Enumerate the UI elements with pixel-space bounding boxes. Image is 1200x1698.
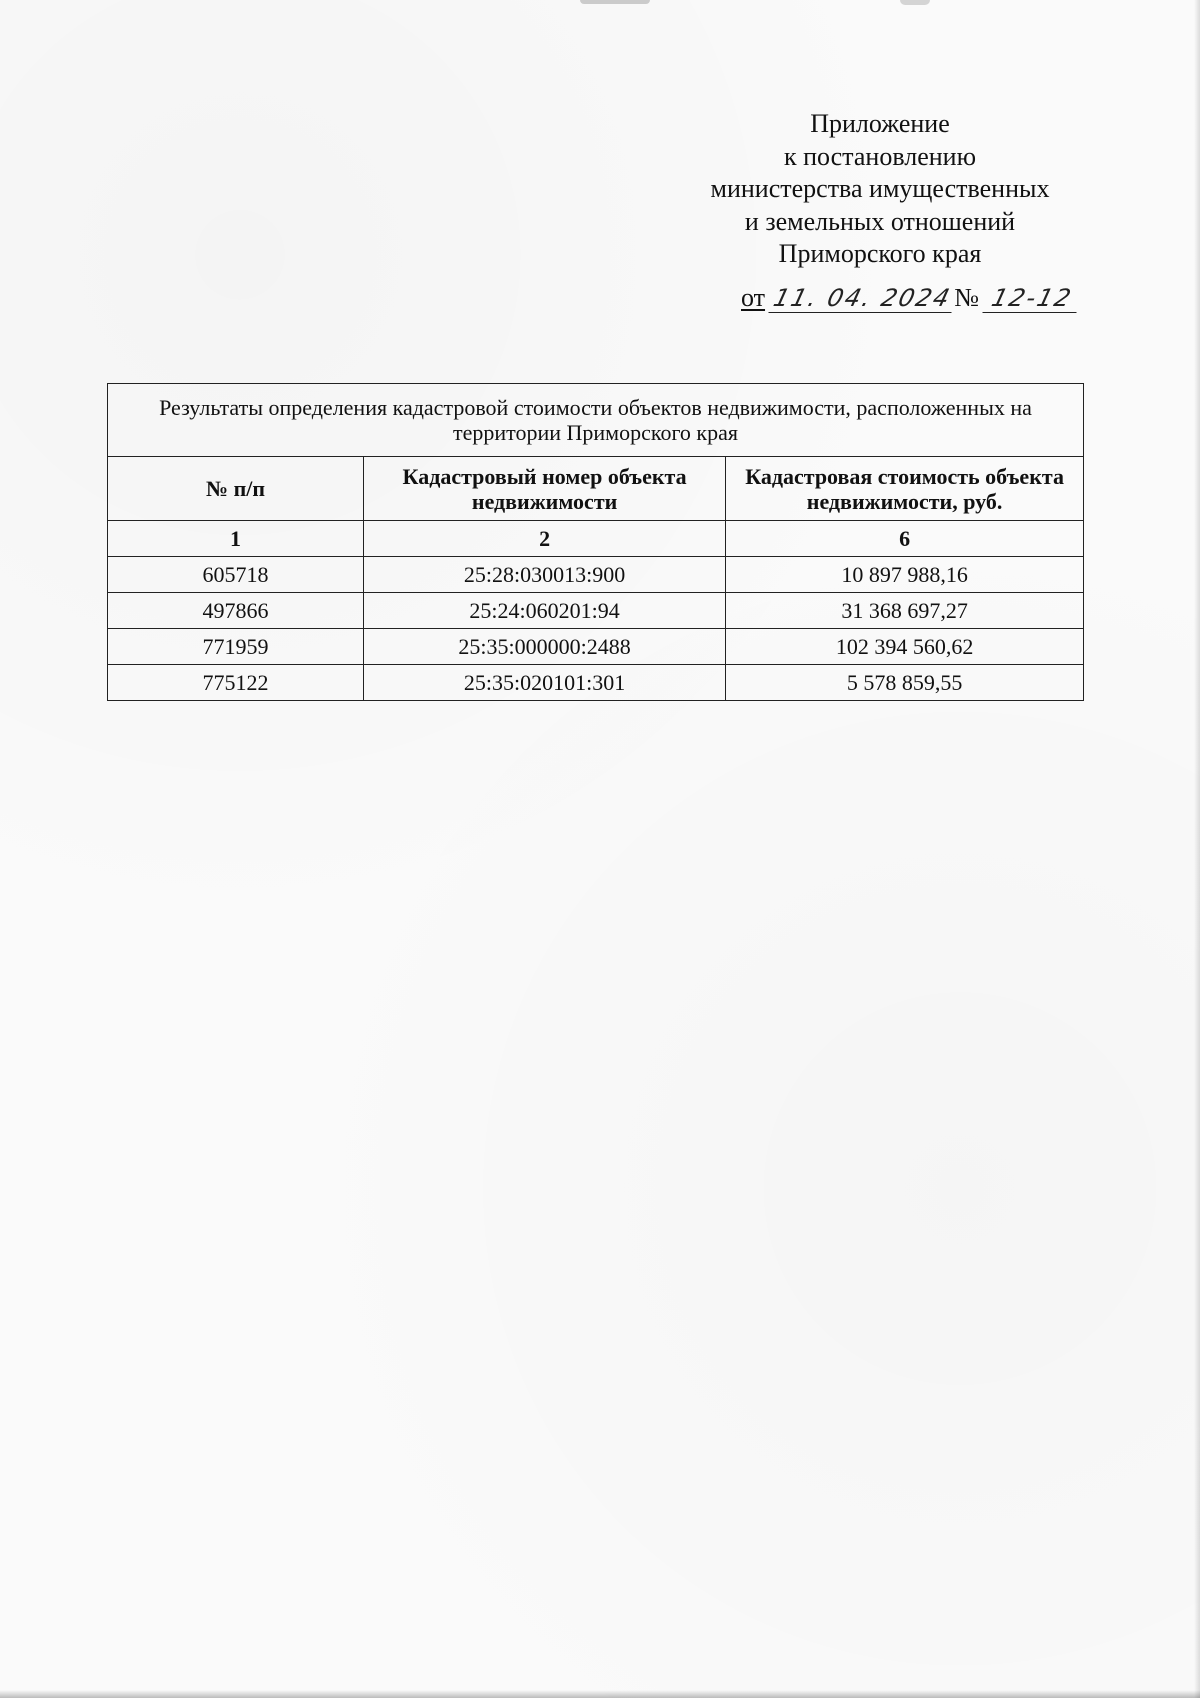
cadastral-number-cell: 25:28:030013:900 <box>364 557 726 593</box>
appendix-header <box>680 108 1080 271</box>
table-row <box>108 629 1084 665</box>
column-number: 1 <box>108 521 364 557</box>
cadastral-value-cell: 5 578 859,55 <box>726 665 1084 701</box>
column-number: 2 <box>364 521 726 557</box>
column-number: 6 <box>726 521 1084 557</box>
cadastral-number-cell: 25:24:060201:94 <box>364 593 726 629</box>
column-header: № п/п <box>108 457 364 521</box>
appendix-line: Приложение <box>810 109 950 138</box>
row-number-cell: 771959 <box>108 629 364 665</box>
column-header: Кадастровая стоимость объекта недвижимости, руб. <box>726 457 1084 521</box>
column-number-row <box>108 521 1084 557</box>
appendix-line: министерства имущественных <box>710 174 1050 203</box>
scan-artifact <box>900 0 930 5</box>
handwritten-date: 11. 04. 2024 <box>768 284 958 313</box>
number-sign: № <box>954 283 980 312</box>
handwritten-number: 12-12 <box>982 284 1083 313</box>
row-number-cell: 775122 <box>108 665 364 701</box>
appendix-line: Приморского края <box>778 239 982 268</box>
date-prefix: от <box>741 283 766 312</box>
table-caption: Результаты определения кадастровой стоимости объектов недвижимости, расположенных на территории Приморского края <box>108 384 1084 457</box>
cadastral-value-cell: 102 394 560,62 <box>726 629 1084 665</box>
table-row <box>108 593 1084 629</box>
scan-edge <box>0 1690 1200 1698</box>
table-caption-row <box>108 384 1084 457</box>
row-number-cell: 605718 <box>108 557 364 593</box>
table-row <box>108 665 1084 701</box>
table-row <box>108 557 1084 593</box>
scan-artifact <box>580 0 650 4</box>
cadastral-number-cell: 25:35:020101:301 <box>364 665 726 701</box>
scan-edge <box>1194 0 1200 1698</box>
cadastral-results-table <box>107 383 1084 701</box>
column-header: Кадастровый номер объекта недвижимости <box>364 457 726 521</box>
table-header-row <box>108 457 1084 521</box>
resolution-date-number <box>741 283 1080 317</box>
appendix-line: к постановлению <box>783 141 977 171</box>
row-number-cell: 497866 <box>108 593 364 629</box>
cadastral-value-cell: 10 897 988,16 <box>726 557 1084 593</box>
appendix-line: и земельных отношений <box>744 206 1016 236</box>
cadastral-value-cell: 31 368 697,27 <box>726 593 1084 629</box>
cadastral-number-cell: 25:35:000000:2488 <box>364 629 726 665</box>
